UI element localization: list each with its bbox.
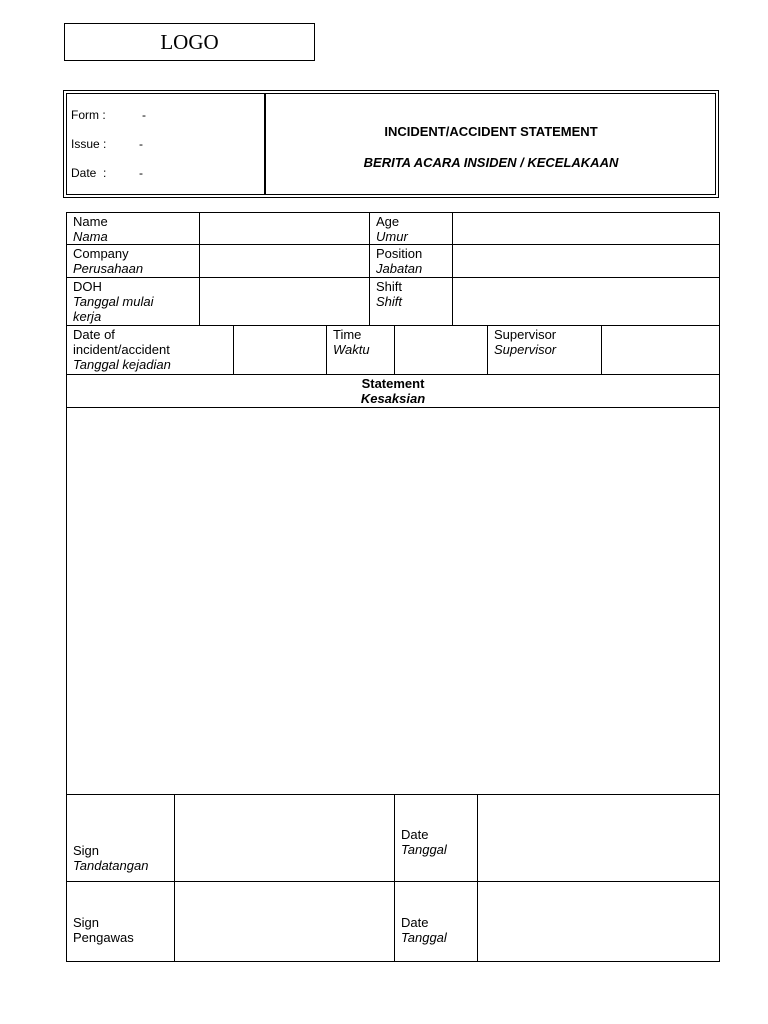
- table-col-line: [394, 794, 395, 961]
- header-divider: [264, 93, 266, 195]
- table-border-bottom: [66, 961, 720, 962]
- name-field[interactable]: [200, 213, 369, 244]
- company-field[interactable]: [200, 245, 369, 277]
- doh-field[interactable]: [200, 278, 369, 325]
- shift-field[interactable]: [453, 278, 719, 325]
- form-number-label: Form :: [71, 108, 106, 122]
- supervisor-label: Supervisor Supervisor: [494, 327, 557, 357]
- sign-date-label: Date Tanggal: [401, 827, 447, 857]
- table-col-line: [487, 325, 488, 374]
- age-label: Age Umur: [376, 214, 408, 244]
- sign-label: Sign Tandatangan: [73, 843, 149, 873]
- supervisor-signature-field[interactable]: [175, 882, 394, 961]
- time-field[interactable]: [395, 326, 487, 374]
- supervisor-field[interactable]: [602, 326, 719, 374]
- table-col-line: [369, 212, 370, 325]
- issue-label: Issue :: [71, 137, 107, 151]
- date-value: -: [139, 166, 143, 180]
- header-inner-border: [66, 93, 716, 195]
- supervisor-sign-date-label: Date Tanggal: [401, 915, 447, 945]
- table-col-line: [326, 325, 327, 374]
- document-subtitle: BERITA ACARA INSIDEN / KECELAKAAN: [363, 155, 619, 170]
- supervisor-sign-label: Sign Pengawas: [73, 915, 134, 945]
- form-number-value: -: [142, 108, 146, 122]
- incident-date-label: Date of incident/accident Tanggal kejadian: [73, 327, 171, 372]
- date-label: Date :: [71, 166, 107, 180]
- shift-label: Shift Shift: [376, 279, 403, 309]
- position-label: Position Jabatan: [376, 246, 423, 276]
- position-field[interactable]: [453, 245, 719, 277]
- logo-placeholder: LOGO: [64, 23, 315, 61]
- incident-date-field[interactable]: [234, 326, 326, 374]
- sign-date-field[interactable]: [478, 795, 719, 881]
- statement-heading: Statement Kesaksian: [360, 376, 426, 406]
- document-title: INCIDENT/ACCIDENT STATEMENT: [384, 124, 598, 139]
- table-border-right: [719, 212, 720, 962]
- doh-label: DOH Tanggal mulai kerja: [73, 279, 154, 324]
- age-field[interactable]: [453, 213, 719, 244]
- table-row-line: [66, 374, 720, 375]
- signature-field[interactable]: [175, 795, 394, 881]
- name-label: Name Nama: [73, 214, 108, 244]
- statement-textarea[interactable]: [67, 408, 719, 794]
- company-label: Company Perusahaan: [73, 246, 144, 276]
- time-label: Time Waktu: [333, 327, 370, 357]
- issue-value: -: [139, 137, 143, 151]
- supervisor-sign-date-field[interactable]: [478, 882, 719, 961]
